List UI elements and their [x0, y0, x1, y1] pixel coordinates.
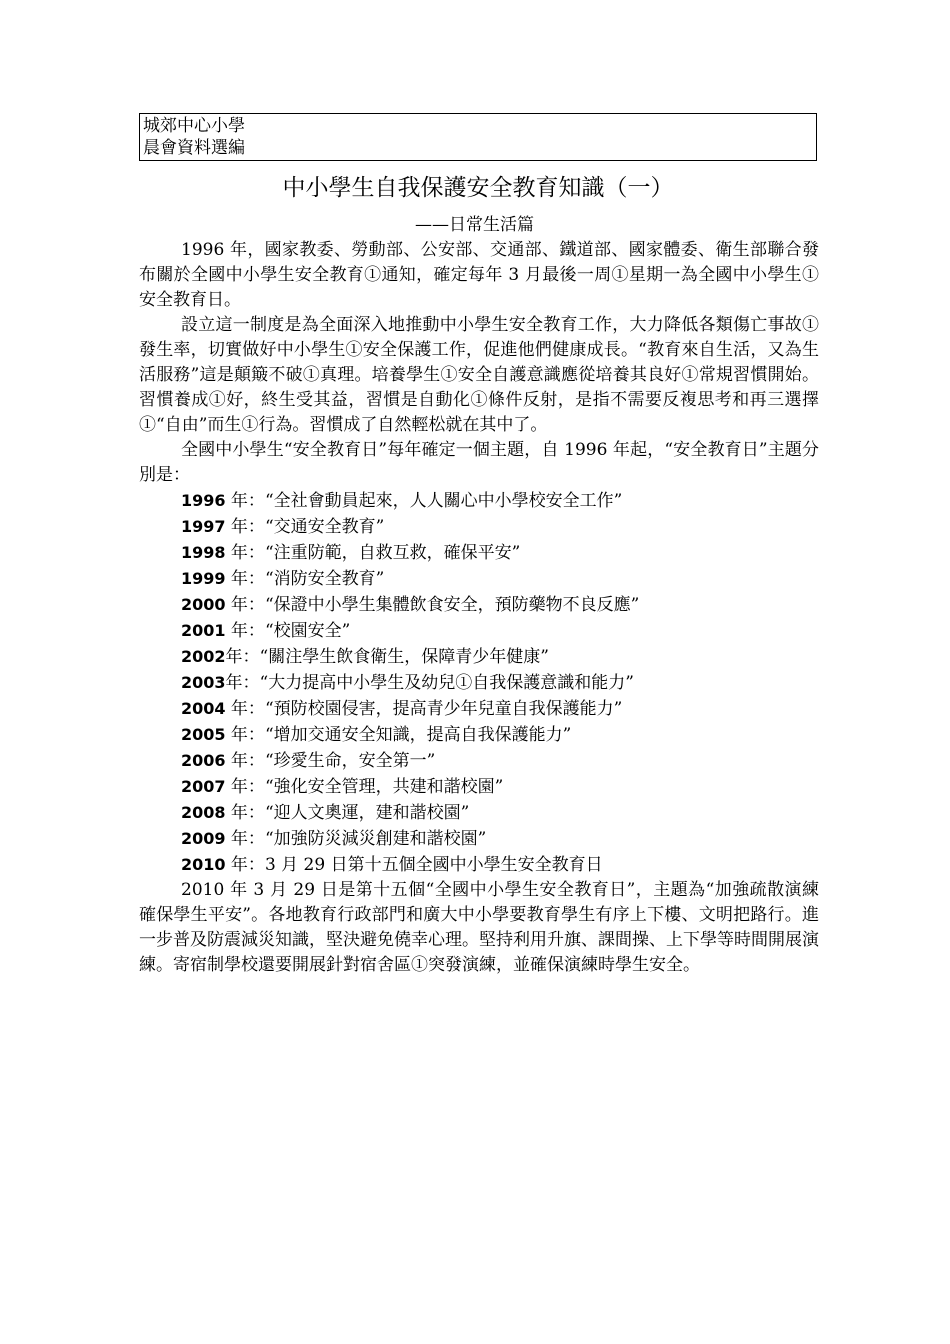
page-title: 中小學生自我保護安全教育知識（一）: [282, 175, 674, 201]
theme-year-suffix: 年：: [225, 595, 265, 615]
theme-text: “校園安全”: [264, 621, 351, 641]
theme-year-suffix: 年：: [225, 829, 265, 849]
theme-year: 2009: [181, 829, 226, 848]
theme-year: 2010: [181, 855, 226, 874]
page-subtitle: ——日常生活篇: [415, 215, 534, 235]
theme-entry: [139, 826, 819, 852]
theme-year: 2007: [181, 777, 226, 796]
collection-name: 晨會資料選編: [143, 138, 245, 158]
paragraph-closing: 2010 年 3 月 29 日是第十五個“全國中小學生安全教育日”，主題為“加強疏散演練確保學生平安”。各地教育行政部門和廣大中小學要教育學生有序上下樓、文明把路行。進一步普及防震減災知識，堅決避免僥幸心理。堅持利用升旗、課間操、上下學等時間開展演練。寄宿制學校還要開展針對宿舍區①突發演練，並確保演練時學生安全。: [139, 880, 819, 975]
theme-entry: [139, 670, 819, 696]
paragraph-themes-intro: 全國中小學生“安全教育日”每年確定一個主題，自 1996 年起，“安全教育日”主題分別是：: [139, 440, 819, 485]
school-name: 城郊中心小學: [143, 116, 245, 136]
theme-year: 2008: [181, 803, 226, 822]
theme-entry: [139, 540, 819, 566]
theme-year: 1998: [181, 543, 226, 562]
theme-entry: [139, 774, 819, 800]
theme-entry: [139, 722, 819, 748]
header-box: [139, 113, 817, 161]
theme-year: 1997: [181, 517, 226, 536]
theme-entry: [139, 488, 819, 514]
theme-year-suffix: 年：: [225, 699, 265, 719]
paragraph-purpose: 設立這一制度是為全面深入地推動中小學生安全教育工作，大力降低各類傷亡事故①發生率，切實做好中小學生①安全保護工作，促進他們健康成長。“教育來自生活，又為生活服務”這是顛簸不破①真理。培養學生①安全自護意識應從培養其良好①常規習慣開始。習慣養成①好，終生受其益，習慣是自動化①條件反射，是指不需要反複思考和再三選擇①“自由”而生①行為。習慣成了自然輕松就在其中了。: [139, 315, 819, 435]
theme-year-suffix: 年：: [225, 777, 265, 797]
theme-entry: [139, 748, 819, 774]
document-body: [139, 238, 819, 978]
theme-year-suffix: 年：: [225, 803, 265, 823]
theme-entry: [139, 852, 819, 878]
theme-text: 3 月 29 日第十五個全國中小學生安全教育日: [264, 855, 603, 875]
theme-text: “珍愛生命，安全第一”: [264, 751, 436, 771]
theme-entry: [139, 696, 819, 722]
theme-text: “強化安全管理，共建和諧校園”: [264, 777, 504, 797]
theme-year: 2006: [181, 751, 226, 770]
theme-year-suffix: 年：: [225, 647, 260, 667]
theme-entry: [139, 514, 819, 540]
theme-text: “注重防範，自救互救，確保平安”: [264, 543, 521, 563]
theme-year-suffix: 年：: [225, 491, 265, 511]
theme-year: 2004: [181, 699, 226, 718]
theme-year-suffix: 年：: [225, 621, 265, 641]
theme-year: 2001: [181, 621, 226, 640]
theme-entry: [139, 592, 819, 618]
theme-text: “加強防災減災創建和諧校園”: [264, 829, 487, 849]
theme-text: “大力提高中小學生及幼兒①自我保護意識和能力”: [259, 673, 634, 693]
theme-text: “交通安全教育”: [264, 517, 385, 537]
theme-year-suffix: 年：: [225, 751, 265, 771]
theme-year: 1999: [181, 569, 226, 588]
theme-year: 1996: [181, 491, 226, 510]
theme-year-suffix: 年：: [225, 673, 260, 693]
theme-year-suffix: 年：: [225, 855, 265, 875]
theme-text: “消防安全教育”: [264, 569, 385, 589]
theme-entry: [139, 644, 819, 670]
theme-text: “關注學生飲食衛生，保障青少年健康”: [259, 647, 549, 667]
theme-text: “全社會動員起來，人人關心中小學校安全工作”: [264, 491, 623, 511]
paragraph-intro: 1996 年，國家教委、勞動部、公安部、交通部、鐵道部、國家體委、衛生部聯合發布關於全國中小學生安全教育①通知，確定每年 3 月最後一周①星期一為全國中小學生①安全教育日。: [139, 240, 819, 310]
theme-year: 2002: [181, 647, 226, 666]
theme-year: 2003: [181, 673, 226, 692]
theme-year-suffix: 年：: [225, 725, 265, 745]
theme-year-suffix: 年：: [225, 569, 265, 589]
theme-entry: [139, 566, 819, 592]
theme-text: “迎人文奧運，建和諧校園”: [264, 803, 470, 823]
theme-year-suffix: 年：: [225, 517, 265, 537]
theme-year: 2000: [181, 595, 226, 614]
theme-entry: [139, 800, 819, 826]
theme-entry: [139, 618, 819, 644]
theme-text: “預防校園侵害，提高青少年兒童自我保護能力”: [264, 699, 623, 719]
theme-text: “增加交通安全知識，提高自我保護能力”: [264, 725, 572, 745]
theme-year-suffix: 年：: [225, 543, 265, 563]
theme-text: “保證中小學生集體飲食安全，預防藥物不良反應”: [264, 595, 640, 615]
theme-year: 2005: [181, 725, 226, 744]
